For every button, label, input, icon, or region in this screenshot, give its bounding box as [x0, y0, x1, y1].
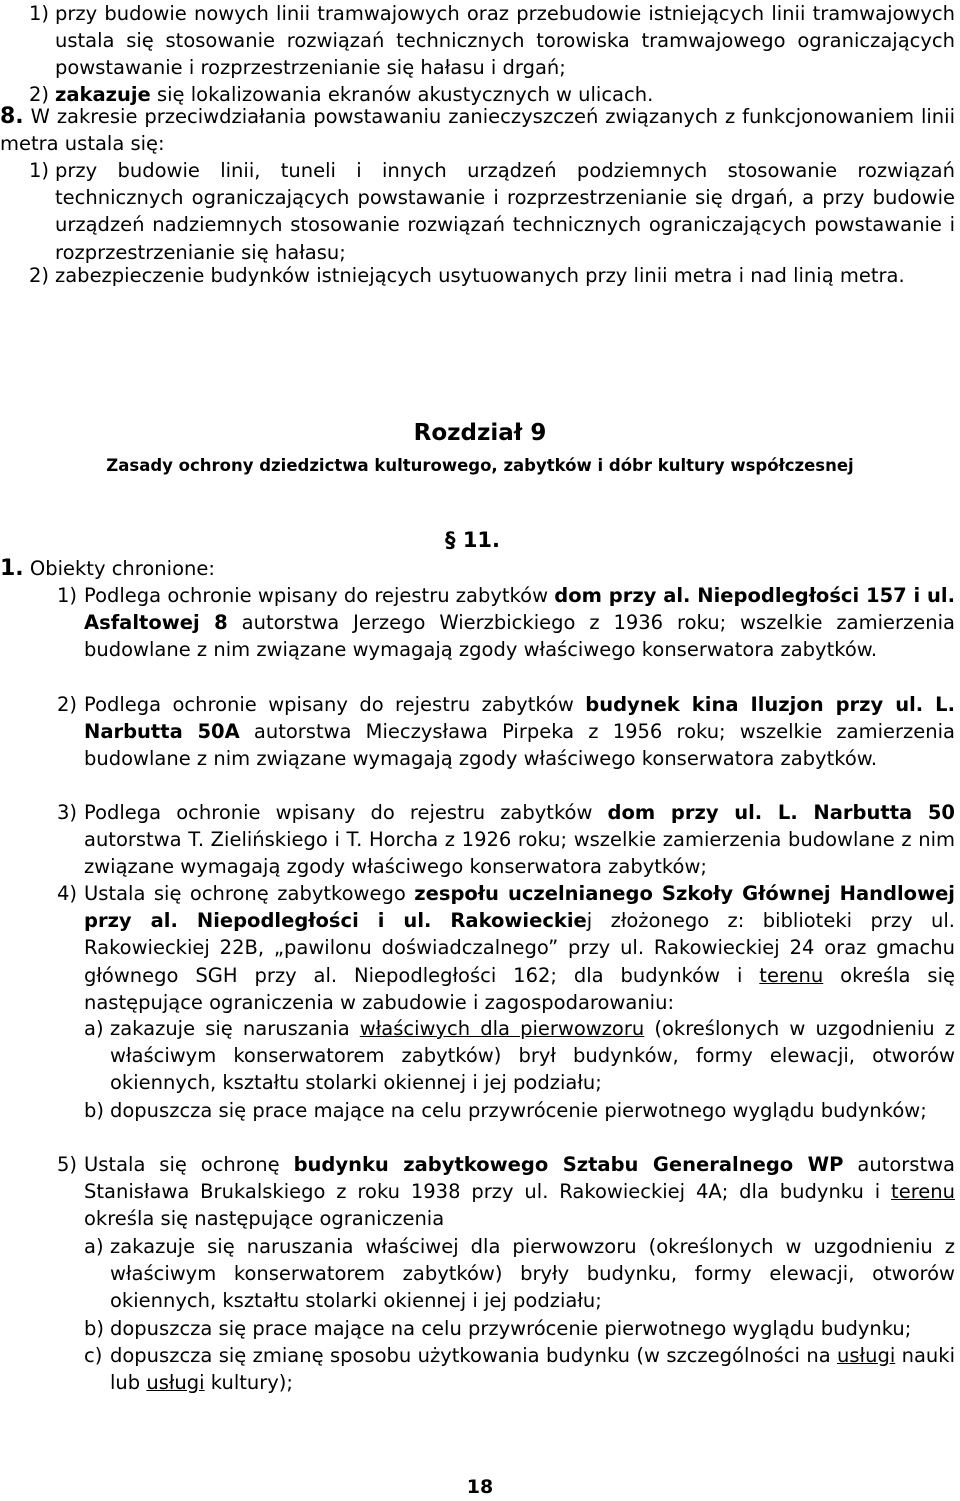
section-intro: 1. Obiekty chronione: — [0, 556, 215, 581]
list-item — [84, 1342, 955, 1396]
section-8 — [0, 103, 955, 157]
item-number: c) — [84, 1344, 103, 1367]
paragraph: przy budowie linii, tuneli i innych urządzeń podziemnych stosowanie rozwiązań technicznych ograniczających powstawanie i rozprzestrzenianie się drgań, a przy budowie urządzeń nadziemnych stosowanie rozwiązań technicznych ograniczających powstawanie i rozprzestrzenianie się hałasu; — [55, 159, 955, 264]
list-item — [57, 799, 955, 881]
list-item — [29, 0, 955, 82]
section-number: 8. — [0, 104, 24, 129]
paragraph: dopuszcza się zmianę sposobu użytkowania budynku (w szczególności na usługi nauki lub usługi kultury); — [110, 1344, 955, 1395]
paragraph: zakazuje się naruszania właściwej dla pierwowzoru (określonych w uzgodnieniu z właściwym konserwatorem zabytków) bryły budynku, formy elewacji, otworów okiennych, kształtu stolarki okiennej i jej podziału; — [110, 1235, 955, 1313]
list-item — [57, 1151, 955, 1233]
list-item — [57, 880, 955, 1016]
list-item — [57, 582, 955, 664]
list-item — [84, 1097, 955, 1124]
list-item — [84, 1015, 955, 1097]
paragraph: dopuszcza się prace mające na celu przywrócenie pierwotnego wyglądu budynków; — [110, 1099, 927, 1122]
item-number: a) — [84, 1235, 104, 1258]
section-number: 1. — [0, 556, 24, 581]
paragraph: Podlega ochronie wpisany do rejestru zabytków budynek kina Iluzjon przy ul. L. Narbutta 50A autorstwa Mieczysława Pirpeka z 1956 roku; wszelkie zamierzenia budowlane z nim związane wymagają zgody właściwego konserwatora zabytków. — [84, 693, 955, 771]
paragraph: Ustala się ochronę budynku zabytkowego Sztabu Generalnego WP autorstwa Stanisława Brukalskiego z roku 1938 przy ul. Rakowieckiej 4A; dla budynku i terenu określa się następujące ograniczenia — [84, 1153, 955, 1231]
section-intro: 8. W zakresie przeciwdziałania powstawaniu zanieczyszczeń związanych z funkcjonowaniem linii metra ustala się: — [0, 104, 955, 156]
paragraph-number: § 11. — [445, 528, 501, 552]
paragraph: Podlega ochronie wpisany do rejestru zabytków dom przy ul. L. Narbutta 50 autorstwa T. Zielińskiego i T. Horcha z 1926 roku; wszelkie zamierzenia budowlane z nim związane wymagają zgody właściwego konserwatora zabytków; — [84, 801, 956, 879]
item-number: 3) — [57, 801, 78, 824]
list-item — [57, 691, 955, 773]
item-number: 1) — [29, 159, 50, 182]
paragraph: dopuszcza się prace mające na celu przywrócenie pierwotnego wyglądu budynku; — [110, 1317, 912, 1340]
list-item — [84, 1233, 955, 1315]
item-number: b) — [84, 1099, 104, 1122]
list-item — [29, 262, 955, 289]
chapter-title: Rozdział 9 — [413, 420, 547, 446]
item-number: 5) — [57, 1153, 78, 1176]
page-number: 18 — [466, 1476, 494, 1498]
item-number: 4) — [57, 882, 78, 905]
list-item — [84, 1315, 955, 1342]
item-number: 2) — [29, 264, 50, 287]
list-item — [29, 157, 955, 266]
section-sign: § — [445, 528, 456, 552]
paragraph: zakazuje się lokalizowania ekranów akustycznych w ulicach. — [55, 83, 654, 106]
item-number: b) — [84, 1317, 104, 1340]
item-number: 1) — [29, 2, 50, 25]
paragraph: Ustala się ochronę zabytkowego zespołu uczelnianego Szkoły Głównej Handlowej przy al. Niepodległości i ul. Rakowieckiej złożonego z: biblioteki przy ul. Rakowieckiej 22B, „pawilonu doświadczalnego” przy ul. Rakowieckiej 24 oraz gmachu głównego SGH przy al. Niepodległości 162; dla budynków i terenu określa się następujące ograniczenia w zabudowie i zagospodarowaniu: — [84, 882, 955, 1014]
paragraph: Podlega ochronie wpisany do rejestru zabytków dom przy al. Niepodległości 157 i ul. Asfaltowej 8 autorstwa Jerzego Wierzbickiego z 1936 roku; wszelkie zamierzenia budowlane z nim związane wymagają zgody właściwego konserwatora zabytków. — [84, 584, 955, 662]
item-number: 2) — [57, 693, 78, 716]
section-1 — [0, 555, 955, 582]
paragraph: przy budowie nowych linii tramwajowych oraz przebudowie istniejących linii tramwajowych ustala się stosowanie rozwiązań technicznych torowiska tramwajowego ograniczających powstawanie i rozprzestrzenianie się hałasu i drgań; — [55, 2, 955, 80]
chapter-subtitle: Zasady ochrony dziedzictwa kulturowego, zabytków i dóbr kultury współczesnej — [106, 456, 854, 475]
item-number: 1) — [57, 584, 78, 607]
paragraph: zabezpieczenie budynków istniejących usytuowanych przy linii metra i nad linią metra. — [55, 264, 905, 287]
item-number: 2) — [29, 83, 50, 106]
item-number: a) — [84, 1017, 104, 1040]
paragraph: zakazuje się naruszania właściwych dla pierwowzoru (określonych w uzgodnieniu z właściwym konserwatorem zabytków) brył budynków, formy elewacji, otworów okiennych, kształtu stolarki okiennej i jej podziału; — [110, 1017, 955, 1095]
